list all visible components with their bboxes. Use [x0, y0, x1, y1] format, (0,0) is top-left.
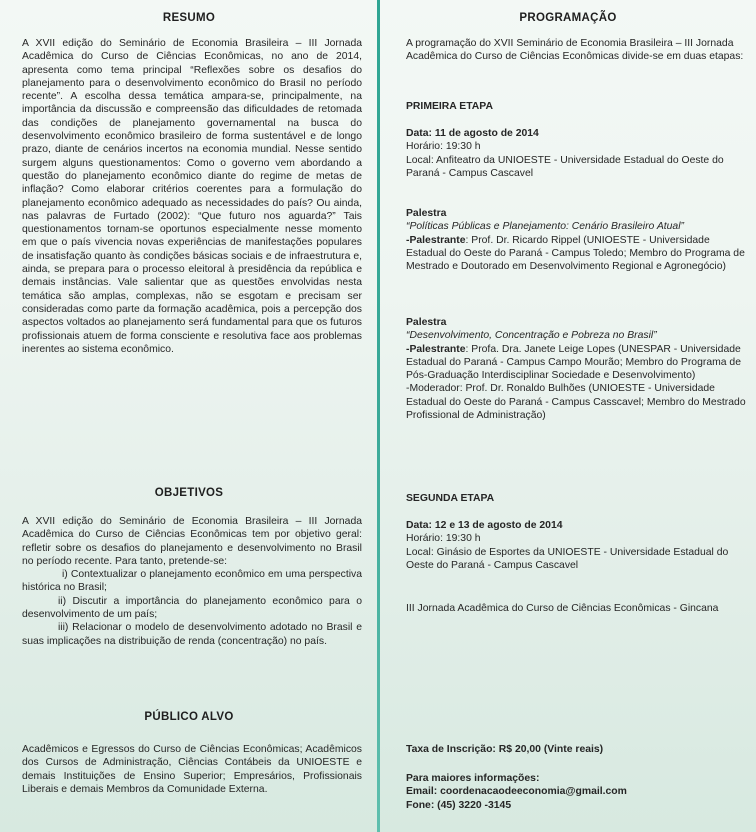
objetivos-heading: OBJETIVOS — [154, 487, 224, 499]
palestra2-moderador: -Moderador: Prof. Dr. Ronaldo Bulhões (UNIOESTE - Universidade Estadual do Oeste do Paraná - Campus Casscavel; Membro do Mestrado Profissional de Administração) — [406, 383, 746, 422]
publico-heading: PÚBLICO ALVO — [144, 711, 234, 723]
palestra1-label: Palestra — [406, 208, 447, 219]
palestra1 — [406, 207, 750, 273]
taxa-inscricao: Taxa de Inscrição: R$ 20,00 (Vinte reais) — [406, 744, 604, 755]
palestra2-palestrante: -Palestrante: Profa. Dra. Janete Leige Lopes (UNESPAR - Universidade Estadual do Paraná - Campus Campo Mourão; Membro do Programa de Pós-Graduação Interdisciplinar Sociedade e Desenvolvimento) — [406, 343, 741, 382]
etapa2-evento: III Jornada Acadêmica do Curso de Ciências Econômicas - Gincana — [406, 603, 719, 614]
publico-text: Acadêmicos e Egressos do Curso de Ciências Econômicas; Acadêmicos dos Cursos de Administração, Ciências Contábeis da UNIOESTE e demais Instituições de Ensino Superior; Empresários, Profissionais Liberais e demais Membros da Comunidade Externa. — [22, 744, 362, 795]
etapa2-local: Local: Ginásio de Esportes da UNIOESTE - Universidade Estadual do Oeste do Paraná - Campus Cascavel — [406, 546, 729, 571]
contact-info — [406, 772, 750, 812]
programacao-intro: A programação do XVII Seminário de Economia Brasileira – III Jornada Acadêmica do Curso de Ciências Econômicas divide-se em duas etapas: — [406, 38, 744, 63]
contact-phone: Fone: (45) 3220 -3145 — [406, 799, 512, 811]
etapa2-horario: Horário: 19:30 h — [406, 533, 481, 545]
palestra1-title: “Políticas Públicas e Planejamento: Cenário Brasileiro Atual” — [406, 221, 684, 233]
etapa1-local: Local: Anfiteatro da UNIOESTE - Universidade Estadual do Oeste do Paraná - Campus Cascavel — [406, 154, 724, 179]
etapa1-details — [406, 127, 750, 180]
resumo-text: A XVII edição do Seminário de Economia Brasileira – III Jornada Acadêmica do Curso de Ciências Econômicas, no ano de 2014, apresenta como tema principal “Reflexões sobre os desafios do planejamento para o desenvolvimento econômico do Brasil no período recente”. A escolha dessa temática ampara-se, principalmente, na importância da discussão e compreensão das dificuldades de retomada das condições de planejamento governamental na busca do desenvolvimento econômico brasileiro de forma sustentável e de longo prazo, diante de cenários incertos na economia mundial. Nesse sentido surgem alguns questionamentos: Como o governo vem abordando a questão do planejamento econômico diante do regime de metas de inflação? Como elaborar critérios coerentes para a formulação do planejamento econômico adequado as necessidades do país? Ou ainda, nas palavras de Furtado (2002): “Que futuro nos aguarda?” Tais questionamentos tornam-se oportunos especialmente nesse momento em que o país vivencia novas experiências de manifestações populares de insatisfação quanto às condições básicas sociais e de infraestrutura e, ainda, se prepara para o processo eleitoral à presidência da república e demais instâncias. Vale salientar que as questões envolvidas nesta temática são amplas, complexas, não se esgotam e precisam ser consideradas como parte da formação acadêmica, pois a percepção dos aspectos voltados ao planejamento será fundamental para que os futuros profissionais atuem de forma consciente e resolutiva face aos problemas inerentes ao sistema econômico. — [22, 38, 362, 355]
programacao-heading: PROGRAMAÇÃO — [519, 12, 617, 24]
objetivos-item-2: ii) Discutir a importância do planejamento econômico para o desenvolvimento de um país; — [22, 595, 362, 621]
objetivos-item-3: iii) Relacionar o modelo de desenvolvimento adotado no Brasil e suas implicações na distribuição de renda (concentração) no país. — [22, 622, 362, 647]
etapa2-data: Data: 12 e 13 de agosto de 2014 — [406, 520, 563, 531]
etapa2-details — [406, 519, 750, 572]
etapa1-horario: Horário: 19:30 h — [406, 141, 481, 153]
palestra1-palestrante: -Palestrante: Prof. Dr. Ricardo Rippel (UNIOESTE - Universidade Estadual do Oeste do Paraná - Campus Toledo; Membro do Programa de Mestrado e Doutorado em Desenvolvimento Regional e Agronegócio) — [406, 234, 745, 273]
objetivos-intro: A XVII edição do Seminário de Economia Brasileira – III Jornada Acadêmica do Curso de Ciências Econômicas tem por objetivo geral: refletir sobre os desafios do planejamento e desenvolvimento no Brasil no período recente. Para tanto, pretende-se: — [22, 516, 362, 567]
objetivos-item-1: i) Contextualizar o planejamento econômico em uma perspectiva histórica no Brasil; — [22, 569, 362, 594]
resumo-heading: RESUMO — [162, 12, 216, 24]
right-column — [380, 0, 756, 832]
objetivos-body — [22, 515, 362, 648]
info-title: Para maiores informações: — [406, 773, 540, 784]
palestra2 — [406, 316, 750, 422]
palestra2-title: “Desenvolvimento, Concentração e Pobreza no Brasil” — [406, 330, 657, 342]
palestra2-label: Palestra — [406, 317, 447, 328]
contact-email[interactable]: Email: coordenacaodeeconomia@gmail.com — [406, 786, 627, 798]
etapa1-title: PRIMEIRA ETAPA — [406, 101, 493, 112]
etapa2-title: SEGUNDA ETAPA — [406, 493, 495, 504]
etapa1-data: Data: 11 de agosto de 2014 — [406, 128, 539, 139]
